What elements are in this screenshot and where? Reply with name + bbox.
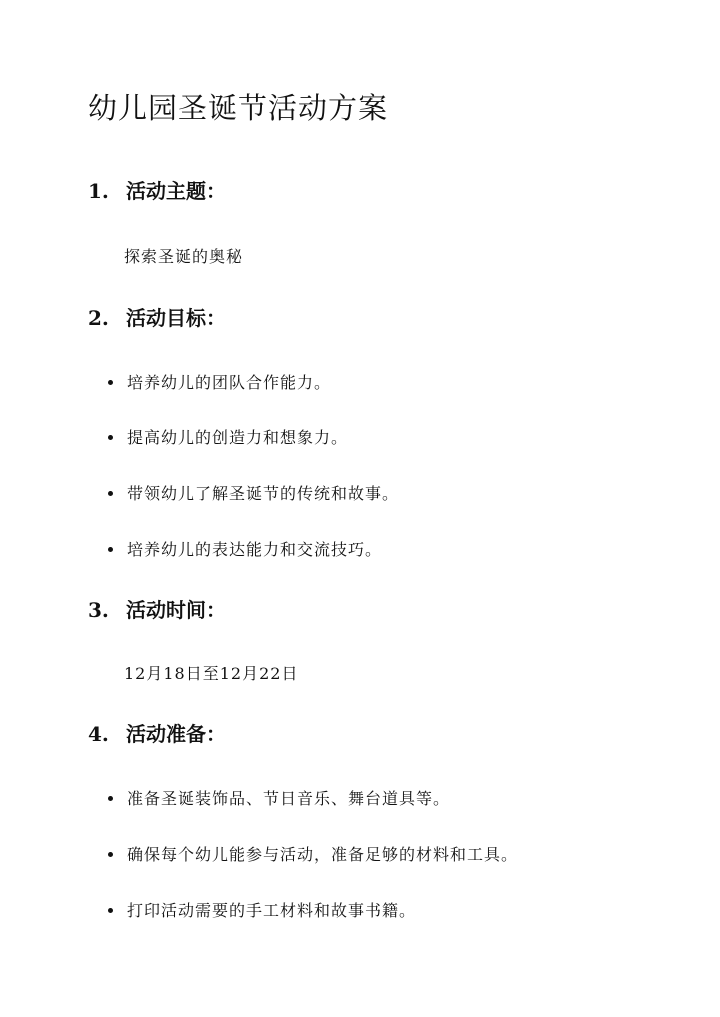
section-heading-preparation [88,718,226,747]
list-item-text: 确保每个幼儿能参与活动，准备足够的材料和工具。 [127,845,519,864]
list-item [108,898,416,921]
bullet-icon [108,852,113,857]
list-item-text: 打印活动需要的手工材料和故事书籍。 [127,901,417,920]
bullet-icon [108,435,113,440]
bullet-icon [108,547,113,552]
section-number: 2. [88,306,109,330]
section-title: 活动目标： [126,306,226,330]
bullet-icon [108,796,113,801]
list-item-text: 培养幼儿的表达能力和交流技巧。 [127,540,383,559]
time-text: 12月18日至12月22日 [124,664,299,683]
list-item-text: 准备圣诞装饰品、节日音乐、舞台道具等。 [127,789,451,808]
theme-text: 探索圣诞的奥秘 [124,247,244,266]
document-title: 幼儿园圣诞节活动方案 [88,91,389,125]
bullet-icon [108,380,113,385]
list-item [108,537,382,560]
list-item-text: 提高幼儿的创造力和想象力。 [127,428,349,447]
section-number: 3. [88,598,109,622]
section-heading-goals [88,302,226,331]
list-item [108,786,450,809]
section-heading-time [88,594,226,623]
list-item-text: 培养幼儿的团队合作能力。 [127,373,332,392]
list-item [108,370,331,393]
list-item [108,481,399,504]
section-title: 活动时间： [126,598,226,622]
section-number: 4. [88,722,109,746]
section-title: 活动准备： [126,722,226,746]
section-title: 活动主题： [126,179,226,203]
section-number: 1. [88,179,109,203]
list-item [108,425,348,448]
bullet-icon [108,491,113,496]
bullet-icon [108,908,113,913]
list-item-text: 带领幼儿了解圣诞节的传统和故事。 [127,484,400,503]
section-heading-theme [88,175,226,204]
list-item [108,842,518,865]
